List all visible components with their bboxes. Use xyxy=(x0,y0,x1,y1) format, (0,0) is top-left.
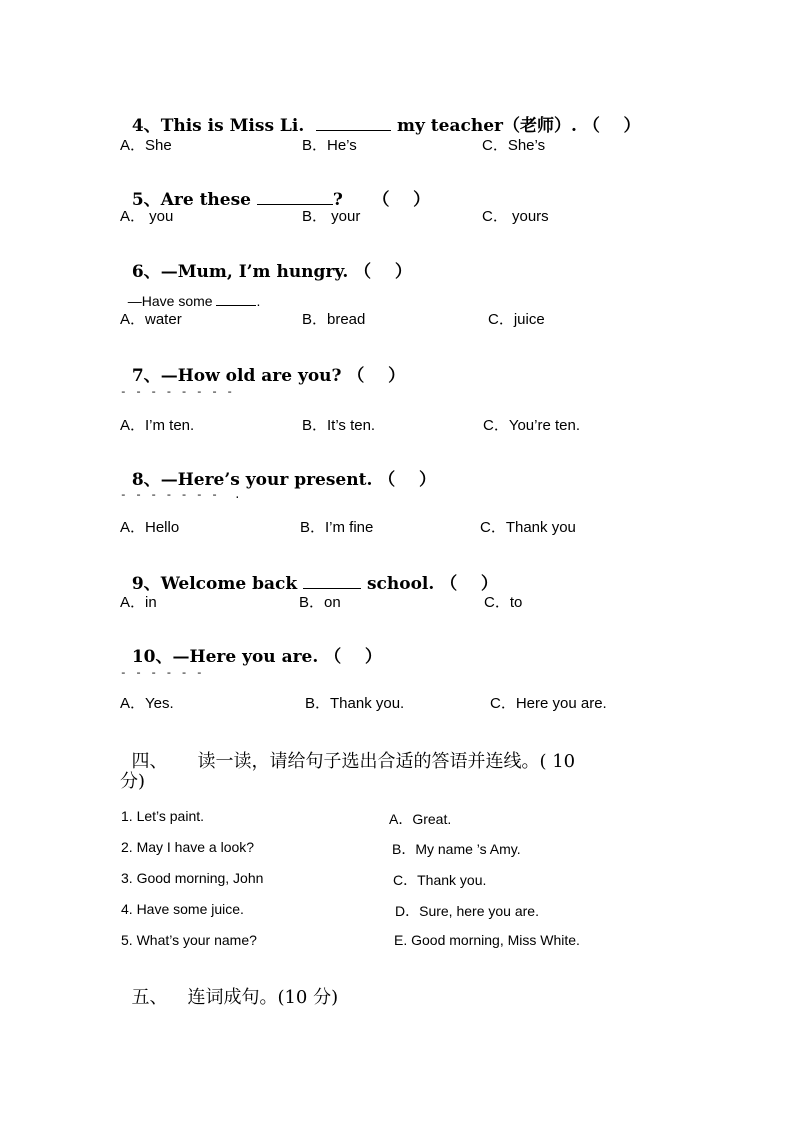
section-4-heading xyxy=(120,726,575,773)
match-right-item: A．Great. xyxy=(389,811,452,827)
section-4-heading-cont: 分) xyxy=(120,771,146,792)
option-b: B．on xyxy=(299,594,341,611)
option-a: A．I’m ten. xyxy=(120,417,195,434)
question-5 xyxy=(120,165,430,210)
question-text: my teacher（老师）. （ ） xyxy=(391,116,641,136)
response-dashes: - - - - - - xyxy=(120,668,204,680)
option-b: B．It’s ten. xyxy=(302,417,376,434)
match-left-item: 1. Let’s paint. xyxy=(121,808,205,824)
question-text: —Here’s your present. （ ） xyxy=(160,470,436,490)
option-c: C．juice xyxy=(488,311,545,328)
section-number: 四、 xyxy=(131,751,168,772)
question-number: 7、 xyxy=(131,366,161,386)
section-number: 五、 xyxy=(131,987,168,1008)
option-b: B．bread xyxy=(302,311,366,328)
match-left-item: 4. Have some juice. xyxy=(121,901,244,917)
option-a: A．Hello xyxy=(120,519,180,536)
option-b: B．Thank you. xyxy=(305,695,405,712)
option-a: A．water xyxy=(120,311,182,328)
question-text: Welcome back xyxy=(160,574,304,594)
question-text: —How old are you? （ ） xyxy=(160,366,406,386)
answer-blank[interactable] xyxy=(216,293,256,306)
question-text: Are these xyxy=(160,190,257,210)
match-right-item: B．My name ’s Amy. xyxy=(392,841,521,857)
option-a: A． you xyxy=(120,208,174,225)
question-text: —Here you are. （ ） xyxy=(172,647,382,667)
question-text: ? （ ） xyxy=(332,190,431,210)
response-line xyxy=(120,277,260,309)
option-c: C．You’re ten. xyxy=(483,417,581,434)
match-left-item: 5. What’s your name? xyxy=(121,932,257,948)
question-text: —Mum, I’m hungry. （ ） xyxy=(160,262,412,282)
question-number: 6、 xyxy=(131,262,161,282)
option-a: A．in xyxy=(120,594,157,611)
question-8 xyxy=(120,445,436,490)
option-c: C．to xyxy=(484,594,523,611)
response-dashes: - - - - - - - . xyxy=(120,490,242,502)
question-9 xyxy=(120,549,498,594)
response-suffix: . xyxy=(256,293,261,309)
option-a: A．Yes. xyxy=(120,695,174,712)
response-dashes: - - - - - - - - xyxy=(120,387,235,399)
question-number: 10、 xyxy=(131,647,173,667)
answer-blank[interactable] xyxy=(257,190,333,205)
option-c: C．Thank you xyxy=(480,519,576,536)
option-b: B．He’s xyxy=(302,137,357,154)
option-c: C．She’s xyxy=(482,137,546,154)
question-text: school. （ ） xyxy=(361,574,498,594)
answer-blank[interactable] xyxy=(303,574,361,589)
match-left-item: 3. Good morning, John xyxy=(121,870,264,886)
match-right-item: D．Sure, here you are. xyxy=(395,903,539,919)
question-text: This is Miss Li. xyxy=(160,116,317,136)
section-title: 读一读，请给句子选出合适的答语并连线。( 10 xyxy=(197,751,576,772)
answer-blank[interactable] xyxy=(316,116,391,131)
section-5-heading xyxy=(120,962,338,1009)
match-left-item: 2. May I have a look? xyxy=(121,839,255,855)
option-c: C．Here you are. xyxy=(490,695,607,712)
option-c: C． yours xyxy=(482,208,549,225)
question-number: 4、 xyxy=(131,116,161,136)
question-6 xyxy=(120,237,412,282)
section-title: 连词成句。(10 分) xyxy=(187,987,339,1008)
question-10 xyxy=(120,622,382,667)
response-prefix: —Have some xyxy=(127,293,217,309)
question-number: 9、 xyxy=(131,574,161,594)
question-7 xyxy=(120,341,405,386)
match-right-item: E. Good morning, Miss White. xyxy=(394,932,580,948)
option-b: B．I’m fine xyxy=(300,519,374,536)
question-number: 8、 xyxy=(131,470,161,490)
option-a: A．She xyxy=(120,137,172,154)
question-4 xyxy=(120,91,641,136)
question-number: 5、 xyxy=(131,190,161,210)
option-b: B． your xyxy=(302,208,361,225)
match-right-item: C．Thank you. xyxy=(393,872,487,888)
